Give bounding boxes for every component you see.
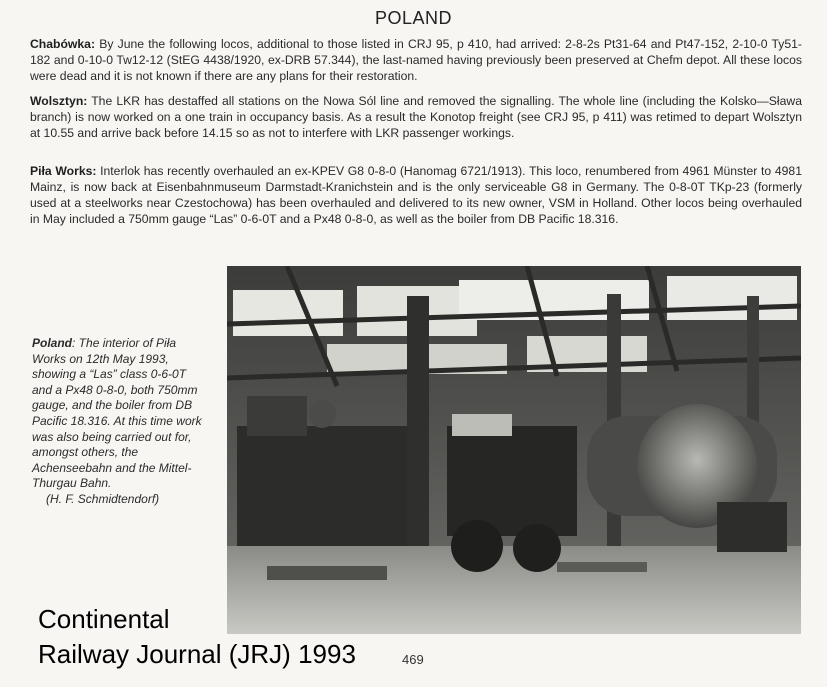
- caption-text: : The interior of Piła Works on 12th May 1993, showing a “Las” class 0-6-0T and a Px48 0-8-0, both 750mm gauge, and the boiler from DB Pacific 18.316. At this time work was also being carried out for, amongst others, the Achenseebahn and the Mittel-Thurgau Bahn.: [32, 336, 202, 491]
- paragraph-pila-works: [30, 163, 802, 227]
- paragraph-text: By June the following locos, additional to those listed in CRJ 95, p 410, had arrived: 2-8-2s Pt31-64 and Pt47-152, 2-10-0 Ty51-182 and 0-10-0 Tw12-12 (StEG 4438/1920, ex-DRB 57.344), the last-named having previously been preserved at Chefm depot. All these locos were dead and it is not known if there are any plans for their restoration.: [30, 37, 802, 83]
- workshop-photo: [227, 266, 801, 634]
- paragraph-text: Interlok has recently overhauled an ex-KPEV G8 0-8-0 (Hanomag 6721/1913). This loco, renumbered from 4961 Münster to 4981 Mainz, is now back at Eisenbahnmuseum Darmstadt-Kranichstein and is the only serviceable G8 in Germany. The 0-8-0T TKp-23 (formerly used at a steelworks near Czestochowa) has been overhauled and delivered to its new owner, VSM in Holland. Other locos being overhauled in May included a 750mm gauge “Las” 0-6-0T and a Px48 0-8-0, as well as the boiler from DB Pacific 18.316.: [30, 164, 802, 226]
- place-heading: Chabówka:: [30, 37, 96, 51]
- photo-credit: (H. F. Schmidtendorf): [46, 491, 160, 506]
- place-heading: Wolsztyn:: [30, 94, 88, 108]
- paragraph-text: The LKR has destaffed all stations on the Nowa Sól line and removed the signalling. The whole line (including the Kolsko—Sława branch) is now worked on a one train in occupancy basis. As a result the Konotop freight (see CRJ 95, p 411) was retimed to depart Wolsztyn at 10.55 and arrive back before 14.15 so as not to interfere with LKR passenger workings.: [30, 94, 802, 140]
- paragraph-chabowka: [30, 36, 802, 84]
- caption-lead: Poland: [32, 336, 73, 350]
- photo-caption: [32, 336, 202, 508]
- workshop-photo-image: [227, 266, 801, 634]
- footer-line-1: Continental: [38, 604, 170, 634]
- page-title: POLAND: [374, 8, 453, 28]
- place-heading: Piła Works:: [30, 164, 97, 178]
- footer-line-2: Railway Journal (JRJ) 1993: [38, 639, 356, 669]
- paragraph-wolsztyn: [30, 93, 802, 141]
- page-number: 469: [402, 652, 424, 667]
